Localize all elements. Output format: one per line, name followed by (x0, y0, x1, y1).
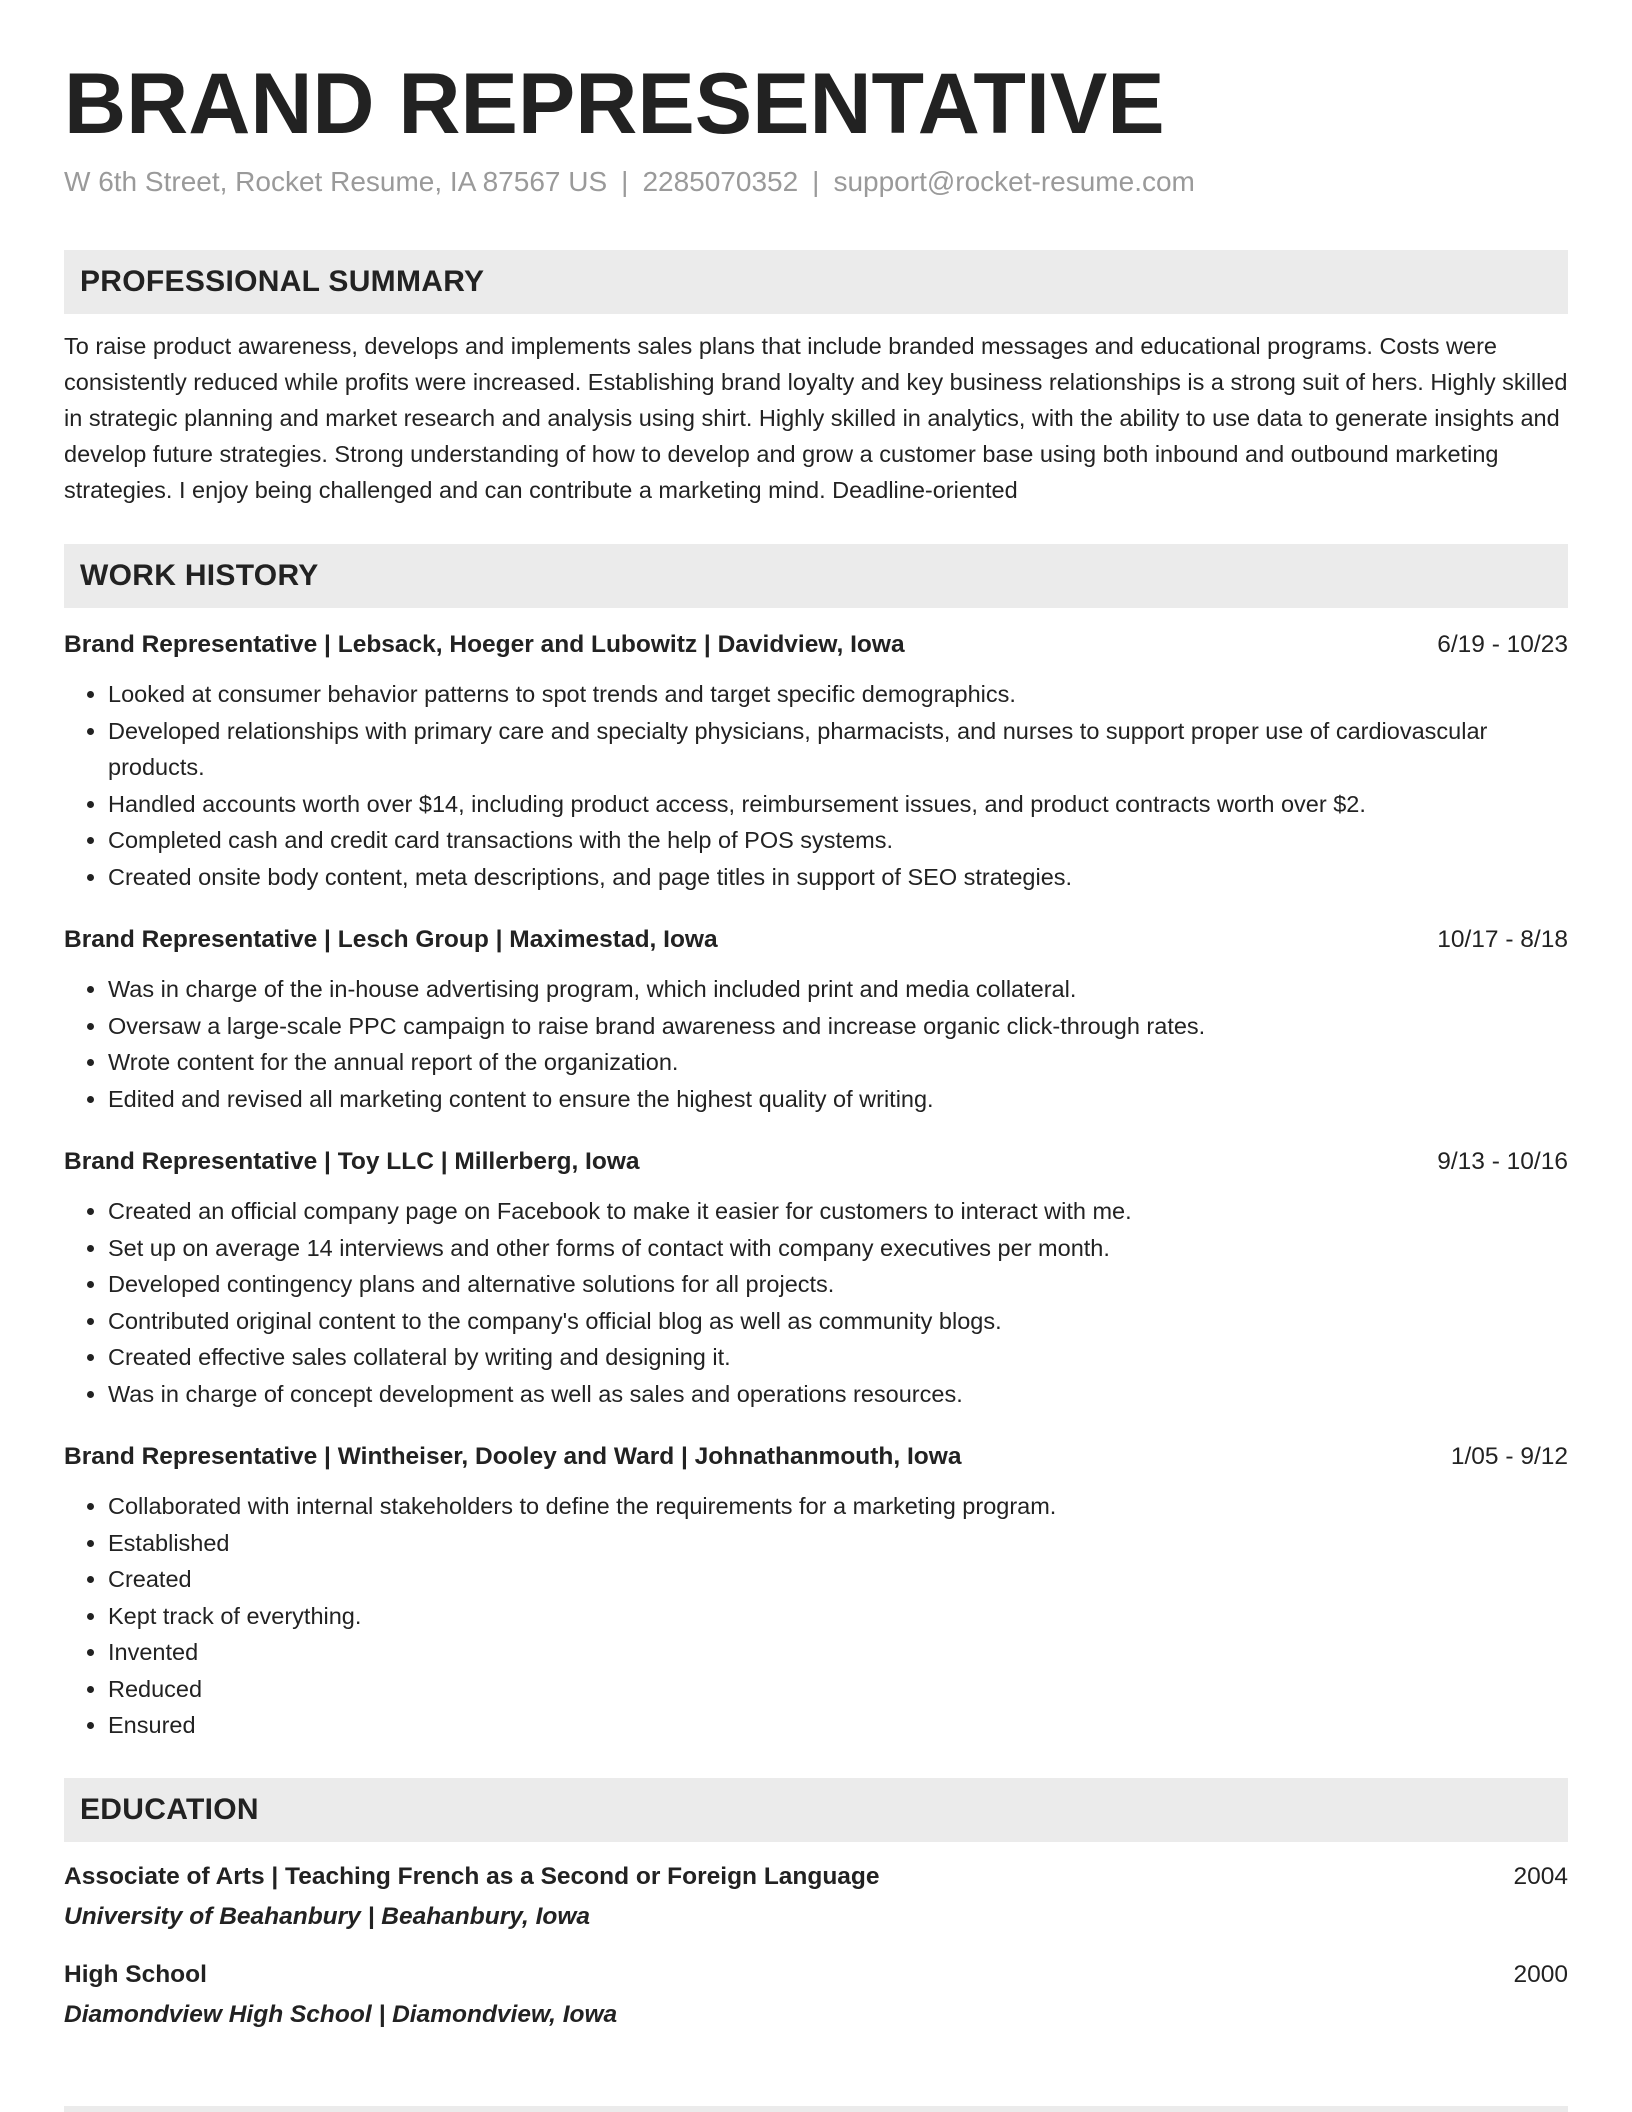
bottom-divider (64, 2106, 1568, 2112)
job-bullet: • Was in charge of the in-house advertising program, which included print and media collateral. (108, 971, 1568, 1008)
education-degree: High School (64, 1960, 207, 1988)
job-header (64, 1145, 1568, 1179)
job-bullet: • Kept track of everything. (108, 1598, 1568, 1635)
job-bullet-list (64, 971, 1568, 1117)
job-bullet: • Created onsite body content, meta descriptions, and page titles in support of SEO strategies. (108, 859, 1568, 896)
job-bullet-list (64, 1193, 1568, 1412)
job-dates: 10/17 - 8/18 (1437, 926, 1568, 953)
job-dates: 1/05 - 9/12 (1450, 1443, 1568, 1470)
job-bullet: • Oversaw a large-scale PPC campaign to raise brand awareness and increase organic click-through rates. (108, 1008, 1568, 1045)
job-title: Brand Representative | Wintheiser, Dooley and Ward | Johnathanmouth, Iowa (64, 1443, 962, 1470)
job-bullet: • Handled accounts worth over $14, including product access, reimbursement issues, and product contracts worth over $2. (108, 786, 1568, 823)
job-header (64, 923, 1568, 957)
job-bullet: • Invented (108, 1634, 1568, 1671)
summary-text: To raise product awareness, develops and implements sales plans that include branded messages and educational programs. Costs were consistently reduced while profits were increased. Establishing brand loyalty and key business relationships is a strong suit of hers. Highly skilled in strategic planning and market research and analysis using shirt. Highly skilled in analytics, with the ability to use data to generate insights and develop future strategies. Strong understanding of how to develop and grow a customer base using both inbound and outbound marketing strategies. I enjoy being challenged and can contribute a marketing mind. Deadline-oriented (64, 333, 1568, 503)
education-entry (64, 1958, 1568, 2032)
job-bullet: • Developed relationships with primary care and specialty physicians, pharmacists, and nurses to support proper use of cardiovascular products. (108, 713, 1568, 786)
education-list (64, 1860, 1568, 2032)
candidate-name: BRAND REPRESENTATIVE (64, 56, 1165, 152)
section-header-education: EDUCATION (64, 1778, 1568, 1842)
job-bullet: • Created effective sales collateral by writing and designing it. (108, 1339, 1568, 1376)
job-bullet: • Was in charge of concept development as well as sales and operations resources. (108, 1376, 1568, 1413)
job-bullet: • Edited and revised all marketing content to ensure the highest quality of writing. (108, 1081, 1568, 1118)
job-entry (64, 1145, 1568, 1412)
job-dates: 9/13 - 10/16 (1437, 1148, 1568, 1175)
job-title: Brand Representative | Lebsack, Hoeger and Lubowitz | Davidview, Iowa (64, 631, 905, 658)
education-school: University of Beahanbury | Beahanbury, Iowa (64, 1902, 591, 1930)
contact-line (64, 164, 1568, 200)
job-title: Brand Representative | Toy LLC | Millerberg, Iowa (64, 1148, 640, 1175)
job-bullet: • Created an official company page on Facebook to make it easier for customers to interact with me. (108, 1193, 1568, 1230)
job-bullet: • Wrote content for the annual report of the organization. (108, 1044, 1568, 1081)
contact-separator: | (621, 166, 629, 197)
job-dates: 6/19 - 10/23 (1437, 631, 1568, 658)
job-bullet: • Created (108, 1561, 1568, 1598)
job-bullet: • Completed cash and credit card transactions with the help of POS systems. (108, 822, 1568, 859)
job-bullet-list (64, 676, 1568, 895)
education-year: 2000 (1513, 1960, 1568, 1988)
job-header (64, 628, 1568, 662)
contact-phone: 2285070352 (642, 166, 799, 197)
contact-address: W 6th Street, Rocket Resume, IA 87567 US (64, 166, 608, 197)
contact-email: support@rocket-resume.com (833, 166, 1195, 197)
contact-separator: | (812, 166, 820, 197)
job-title: Brand Representative | Lesch Group | Maximestad, Iowa (64, 926, 718, 953)
job-bullet-list (64, 1488, 1568, 1744)
job-entry (64, 923, 1568, 1117)
education-header (64, 1860, 1568, 1894)
job-bullet: • Set up on average 14 interviews and other forms of contact with company executives per month. (108, 1230, 1568, 1267)
job-bullet: • Looked at consumer behavior patterns to spot trends and target specific demographics. (108, 676, 1568, 713)
job-entry (64, 1440, 1568, 1744)
section-header-summary: PROFESSIONAL SUMMARY (64, 250, 1568, 314)
job-entry (64, 628, 1568, 895)
job-bullet: • Ensured (108, 1707, 1568, 1744)
job-bullet: • Contributed original content to the company's official blog as well as community blogs. (108, 1303, 1568, 1340)
education-school: Diamondview High School | Diamondview, Iowa (64, 2000, 618, 2028)
job-bullet: • Reduced (108, 1671, 1568, 1708)
education-degree: Associate of Arts | Teaching French as a Second or Foreign Language (64, 1862, 880, 1890)
job-header (64, 1440, 1568, 1474)
education-year: 2004 (1513, 1862, 1568, 1890)
job-bullet: • Developed contingency plans and alternative solutions for all projects. (108, 1266, 1568, 1303)
education-entry (64, 1860, 1568, 1934)
job-bullet: • Collaborated with internal stakeholders to define the requirements for a marketing program. (108, 1488, 1568, 1525)
job-bullet: • Established (108, 1525, 1568, 1562)
work-history-list (64, 628, 1568, 1744)
section-header-work-history: WORK HISTORY (64, 544, 1568, 608)
education-header (64, 1958, 1568, 1992)
